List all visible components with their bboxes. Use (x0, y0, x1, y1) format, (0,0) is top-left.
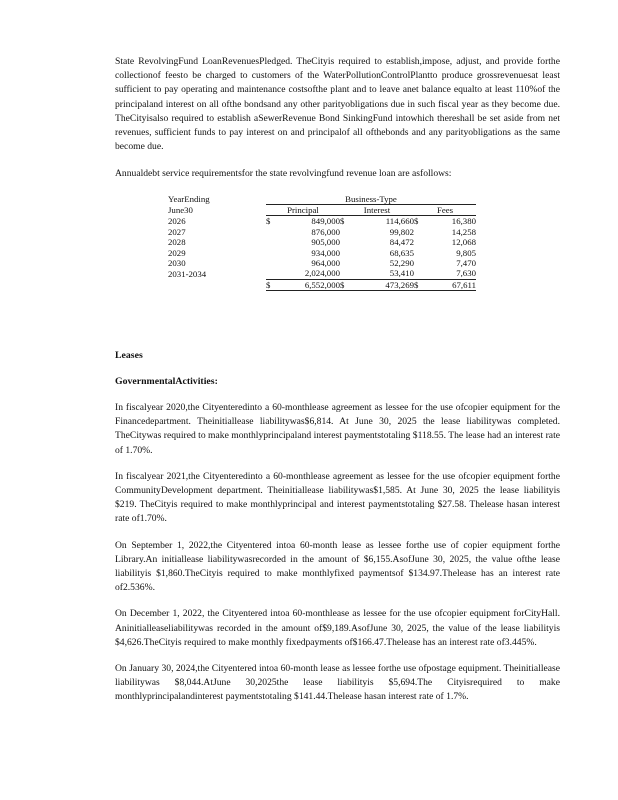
table-row (168, 216, 476, 227)
table-row (168, 248, 476, 258)
business-type-header: Business-Type (266, 194, 476, 205)
year-cell: 2027 (168, 226, 186, 237)
table-row (168, 268, 476, 279)
dollar-sign: $ (266, 216, 271, 227)
annual-debt-intro: Annualdebt service requirementsfor the state revolvingfund revenue loan are asfollows: (115, 168, 452, 180)
interest-cell: 52,290 (389, 258, 414, 269)
fees-cell: 14,258 (451, 226, 476, 237)
principal-cell: 964,000 (311, 258, 340, 269)
principal-cell: 2,024,000 (304, 268, 340, 279)
year-cell: 2029 (168, 247, 186, 258)
leases-heading: Leases (115, 349, 143, 361)
dollar-sign: $ (414, 279, 424, 290)
fees-cell: 16,380 (451, 216, 476, 227)
dollar-sign: $ (266, 279, 276, 290)
fees-cell: 7,630 (456, 268, 476, 279)
principal-header: Principal (266, 205, 340, 216)
principal-cell: 934,000 (311, 247, 340, 258)
interest-cell: 99,802 (389, 226, 414, 237)
table-row (168, 258, 476, 268)
governmental-activities-heading: GovernmentalActivities: (115, 375, 218, 387)
lease-paragraph-library: On September 1, 2022,the Cityentered intoa 60-month lease as lessee forthe use of copier equipment forthe Library.An initiallease liabilitywasrecorded in the amount of $6,155.AsofJune 30, 2025, the value ofthe lease liabilityis $1,860.TheCityis required to make monthlyfixed paymentsof $134.97.Thelease has an interest rate of2.536%. (115, 539, 560, 594)
year-header-line1: YearEnding (168, 193, 210, 204)
year-cell: 2026 (168, 216, 186, 227)
lease-paragraph-postage: On January 30, 2024,the Cityentered intoa 60-month lease as lessee forthe use ofpostage equipment. Theinitiallease liabilitywas $8,044.AtJune 30,2025the lease liabilityis $5,694.The Cityisrequired to make monthlyprincipalandinterest paymentstotaling $141.44.Thelease hasan interest rate of 1.7%. (115, 663, 560, 703)
interest-cell: 68,635 (389, 247, 414, 258)
principal-total: 6,552,000 (276, 279, 340, 290)
interest-cell: 114,660 (385, 216, 414, 227)
debt-service-table-wrap (115, 194, 560, 344)
principal-cell: 905,000 (311, 237, 340, 248)
table-row (168, 237, 476, 247)
lease-paragraph-city-hall: On December 1, 2022, the Cityentered intoa 60-monthlease as lessee for the use ofcopier equipment forCityHall. Aninitialleaseliabilitywas recorded in the amount of$9,189.AsofJune 30, 2025, the value of the lease liabilityis $4,626.TheCityis required to make monthly fixedpayments of$166.47.Thelease has an interest rate of3.445%. (115, 608, 560, 648)
total-row (168, 279, 476, 290)
principal-cell: 849,000 (311, 216, 340, 227)
fees-cell: 7,470 (456, 258, 476, 269)
interest-cell: 53,410 (389, 268, 414, 279)
fees-total: 67,611 (424, 279, 476, 290)
interest-total: 473,269 (350, 279, 414, 290)
year-cell: 2028 (168, 237, 186, 248)
debt-service-table (168, 194, 476, 292)
year-cell: 2030 (168, 258, 186, 269)
fees-header: Fees (414, 205, 476, 216)
year-cell: 2031-2034 (168, 268, 207, 279)
dollar-sign: $ (340, 279, 350, 290)
lease-paragraph-community-development: In fiscalyear 2021,the Cityenteredinto a 60-monthlease agreement as lessee for the use ofcopier equipment forthe CommunityDevelopment department. Theinitiallease liabilitywas$1,585. At June 30, 2025 the lease liabilityis $219. TheCityis required to make monthlyprincipal and interest paymentstotaling $27.58. Thelease hasan interest rate of1.70%. (115, 470, 560, 525)
dollar-sign: $ (414, 216, 419, 227)
document-page (115, 55, 560, 717)
dollar-sign: $ (340, 216, 345, 227)
fees-cell: 9,805 (456, 247, 476, 258)
interest-header: Interest (340, 205, 414, 216)
lease-paragraph-finance: In fiscalyear 2020,the Cityenteredinto a 60-monthlease agreement as lessee for the use ofcopier equipment for the Financedepartment. Theinitiallease liabilitywas$6,814. At June 30, 2025 the lease liabilitywas completed. TheCitywas required to make monthlyprincipaland interest paymentstotaling $118.55. The lease had an interest rate of 1.70%. (115, 402, 560, 456)
year-header-line2: June30 (168, 205, 193, 216)
interest-cell: 84,472 (389, 237, 414, 248)
principal-cell: 876,000 (311, 226, 340, 237)
table-row (168, 227, 476, 237)
fees-cell: 12,068 (451, 237, 476, 248)
pledged-revenues-paragraph: State RevolvingFund LoanRevenuesPledged. TheCityis required to establish,impose, adjust, and provide forthe collectionof feesto be charged to customers of the WaterPollutionControlPlantto produce grossrevenuesat least sufficient to pay operating and maintenance costsofthe plant and to leave anet balance equalto at least 110%of the principaland interest on all ofthe bondsand any other parityobligations due in such fiscal year as they become due. TheCityisalso required to establish aSewerRevenue Bond SinkingFund intowhich thereshall be set aside from net revenues, sufficient funds to pay interest on and principalof all ofthebonds and any parityobligations as the same become due. (115, 56, 560, 153)
